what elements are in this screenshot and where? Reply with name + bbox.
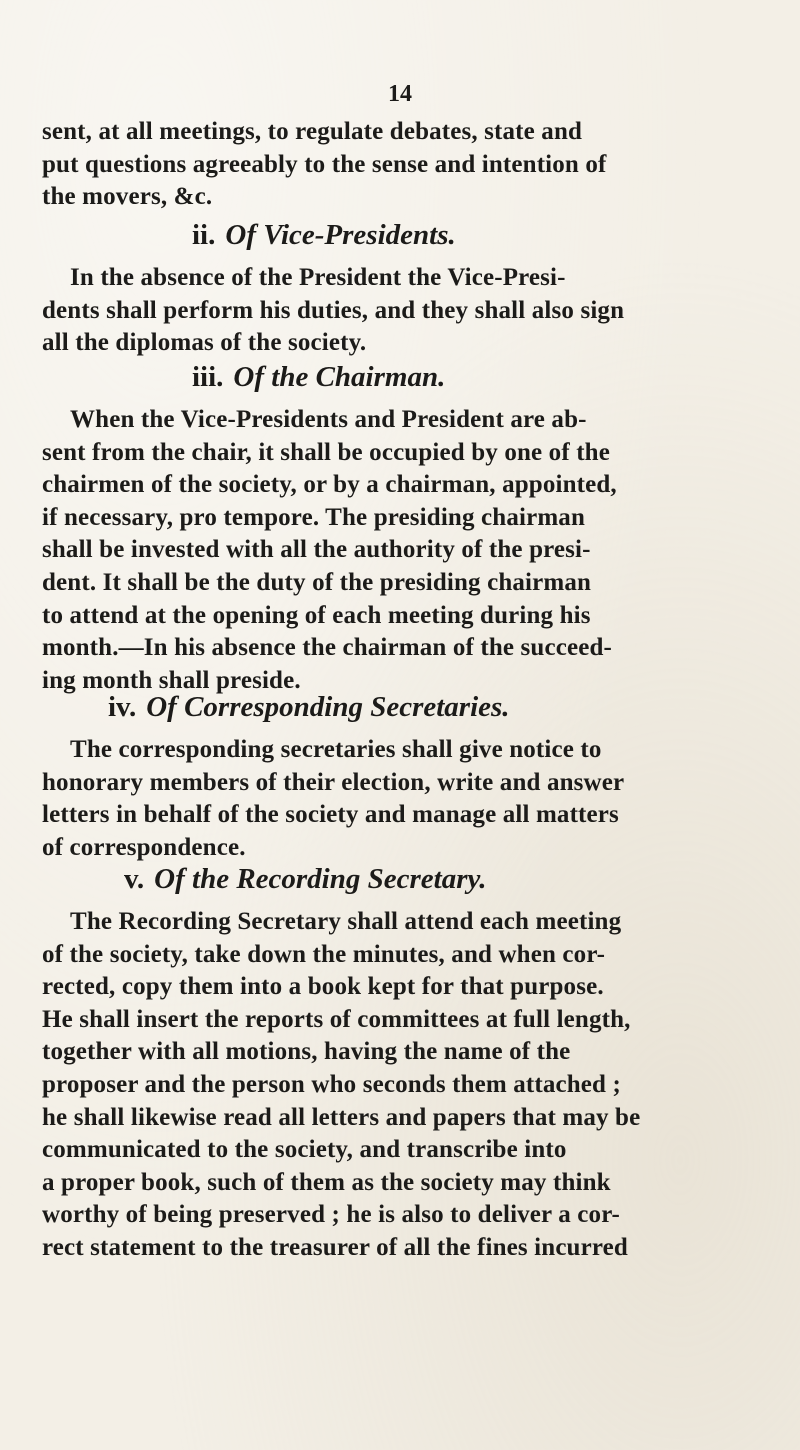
text-line: worthy of being preserved ; he is also to deliver a cor- (42, 1201, 620, 1229)
section-number: ii. (192, 219, 216, 251)
text-line: chairmen of the society, or by a chairman, appointed, (42, 471, 617, 499)
text-line: honorary members of their election, write and answer (42, 768, 625, 796)
text-line: shall be invested with all the authority of the presi- (42, 536, 591, 564)
section-body-vice-presidents (42, 262, 758, 360)
text-line: ing month shall preside. (42, 666, 301, 694)
section-heading-chairman (192, 360, 800, 394)
text-line: proposer and the person who seconds them attached ; (42, 1070, 621, 1098)
section-body-recording-secretary (42, 906, 758, 1265)
section-title: Of the Chairman. (233, 361, 446, 393)
section-heading-vice-presidents (192, 218, 800, 252)
text-line: The corresponding secretaries shall give notice to (70, 736, 602, 763)
text-line: sent from the chair, it shall be occupied by one of the (42, 438, 610, 466)
text-line: if necessary, pro tempore. The presiding chairman (42, 503, 585, 531)
section-body-chairman (42, 404, 758, 697)
text-line: sent, at all meetings, to regulate debates, state and (42, 118, 583, 145)
section-heading-recording-secretary (124, 862, 800, 896)
text-line: a proper book, such of them as the society may think (42, 1168, 611, 1196)
text-line: When the Vice-Presidents and President are ab- (70, 406, 587, 433)
text-line: to attend at the opening of each meeting during his (42, 601, 591, 629)
text-line: letters in behalf of the society and manage all matters (42, 801, 619, 829)
text-line: of the society, take down the minutes, and when cor- (42, 940, 606, 968)
text-line: month.—In his absence the chairman of the succeed- (42, 634, 612, 662)
section-number: v. (124, 863, 145, 895)
section-number: iv. (108, 691, 137, 723)
text-line: rected, copy them into a book kept for that purpose. (42, 973, 604, 1001)
section-title: Of the Recording Secretary. (154, 863, 487, 895)
text-line: of correspondence. (42, 833, 246, 861)
section-number: iii. (192, 361, 224, 393)
text-line: together with all motions, having the name of the (42, 1038, 571, 1066)
page-number: 14 (388, 81, 412, 107)
continuation-paragraph (42, 116, 758, 214)
text-line: rect statement to the treasurer of all the fines incurred (42, 1233, 628, 1261)
text-line: He shall insert the reports of committees at full length, (42, 1005, 631, 1033)
text-line: In the absence of the President the Vice-Presi- (70, 264, 566, 291)
text-line: dent. It shall be the duty of the presiding chairman (42, 568, 592, 596)
text-line: all the diplomas of the society. (42, 329, 367, 357)
section-title: Of Vice-Presidents. (225, 219, 456, 251)
text-line: dents shall perform his duties, and they shall also sign (42, 296, 625, 324)
section-heading-corresponding-secretaries (108, 690, 800, 724)
text-line: he shall likewise read all letters and papers that may be (42, 1103, 641, 1131)
text-line: communicated to the society, and transcribe into (42, 1136, 567, 1164)
text-line: the movers, &c. (42, 183, 213, 211)
text-line: The Recording Secretary shall attend each meeting (70, 908, 622, 935)
section-title: Of Corresponding Secretaries. (146, 691, 510, 723)
text-line: put questions agreeably to the sense and intention of (42, 150, 607, 178)
section-body-corresponding-secretaries (42, 734, 758, 864)
